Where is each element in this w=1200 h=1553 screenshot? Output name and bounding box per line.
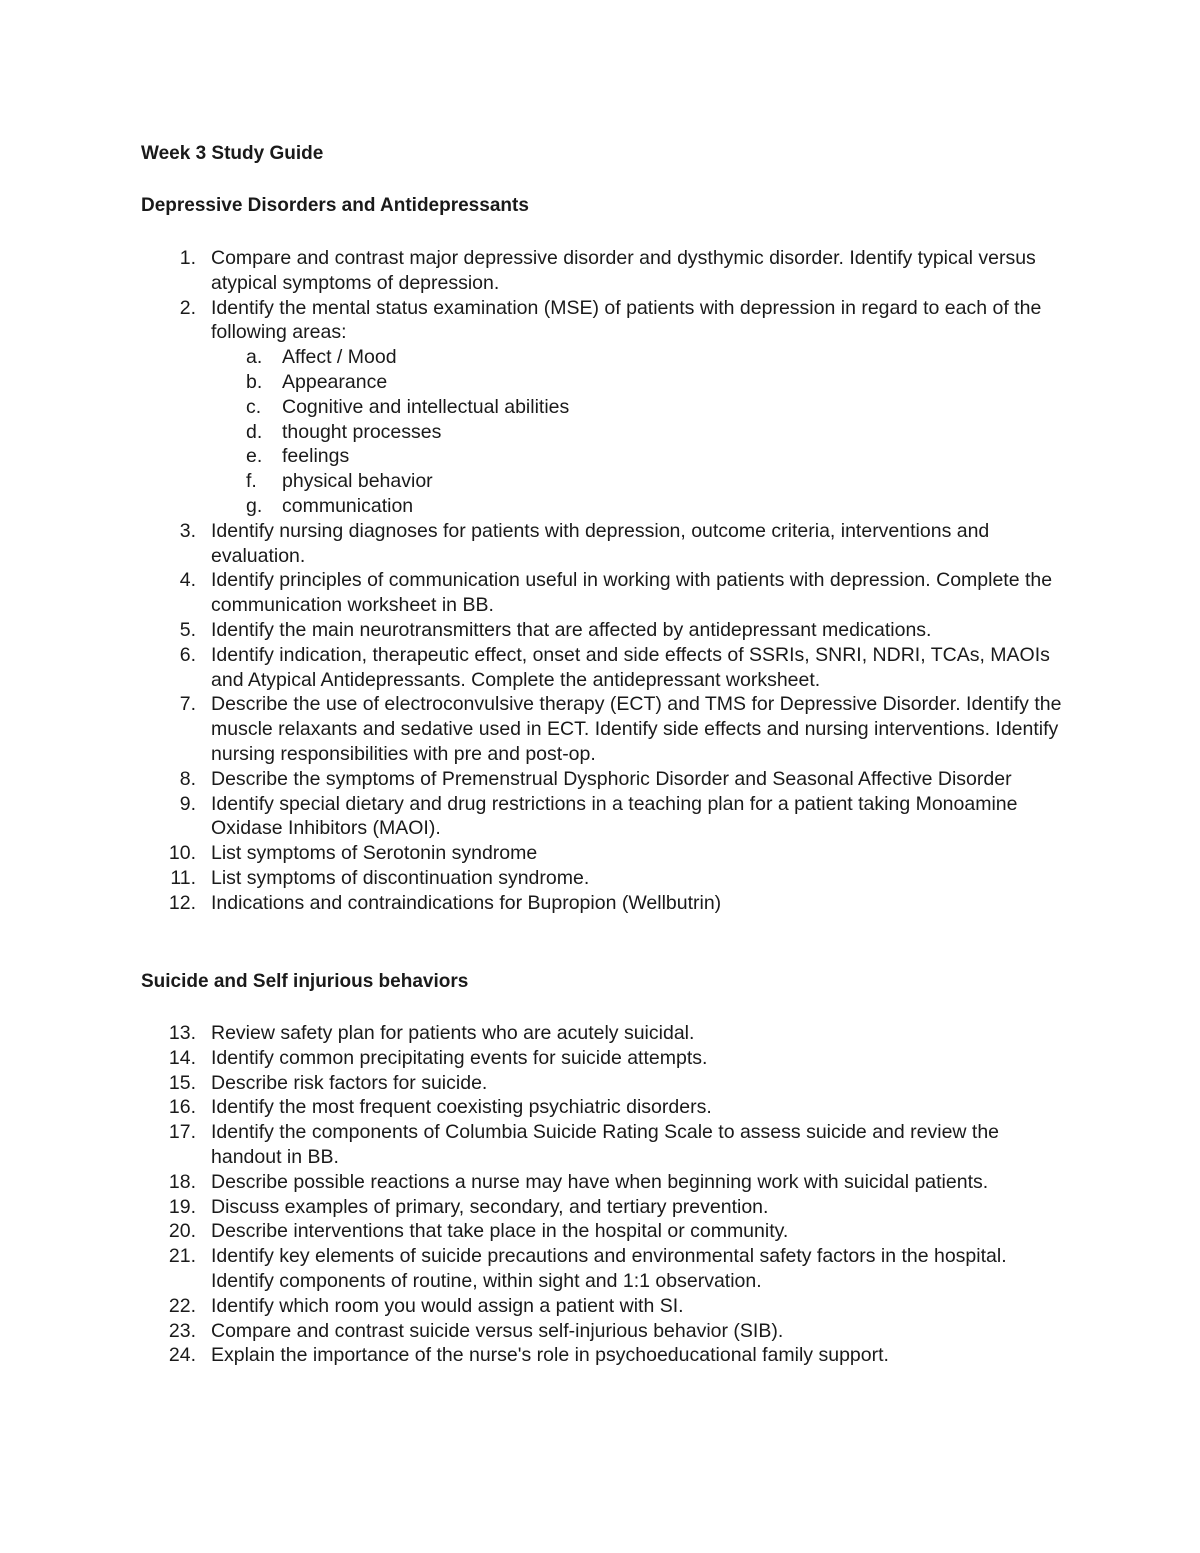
item-text: Discuss examples of primary, secondary, and tertiary prevention. bbox=[211, 1195, 769, 1218]
item-text: Identify the components of Columbia Suicide Rating Scale to assess suicide and review the handout in BB. bbox=[211, 1121, 1000, 1168]
list-item bbox=[0, 1244, 1200, 1294]
item-number: 11. bbox=[170, 866, 196, 889]
sub-item-text: Affect / Mood bbox=[282, 346, 397, 369]
sub-item-text: communication bbox=[282, 494, 414, 517]
list-item bbox=[0, 866, 1200, 891]
sub-list-item bbox=[0, 420, 1200, 445]
item-text: Compare and contrast major depressive disorder and dysthymic disorder. Identify typical versus atypical symptoms of depression. bbox=[211, 247, 1036, 294]
sub-item-text: physical behavior bbox=[282, 470, 433, 493]
sub-item-text: thought processes bbox=[282, 420, 442, 443]
document-title: Week 3 Study Guide bbox=[141, 143, 324, 164]
item-number: 18. bbox=[168, 1170, 196, 1193]
section-heading-suicide: Suicide and Self injurious behaviors bbox=[141, 971, 469, 992]
sub-item-letter: c. bbox=[246, 395, 262, 418]
list-item bbox=[0, 296, 1200, 346]
list-item bbox=[0, 767, 1200, 792]
item-number: 8. bbox=[179, 767, 196, 790]
list-item bbox=[0, 1294, 1200, 1319]
sub-list-item bbox=[0, 494, 1200, 519]
item-text: Describe the symptoms of Premenstrual Dysphoric Disorder and Seasonal Affective Disorder bbox=[211, 767, 1012, 790]
item-text: Describe the use of electroconvulsive therapy (ECT) and TMS for Depressive Disorder. Identify the muscle relaxants and sedative used in ECT. Identify side effects and nursing interventions. Identify nursing responsibilities with pre and post-op. bbox=[211, 693, 1062, 765]
sub-item-text: Appearance bbox=[282, 370, 388, 393]
item-number: 5. bbox=[179, 618, 196, 641]
item-text: Review safety plan for patients who are acutely suicidal. bbox=[211, 1022, 695, 1044]
item-number: 4. bbox=[179, 569, 196, 592]
item-text: Identify special dietary and drug restrictions in a teaching plan for a patient taking Monoamine Oxidase Inhibitors (MAOI). bbox=[211, 792, 1018, 840]
list-item bbox=[0, 692, 1200, 766]
item-text: Identify common precipitating events for suicide attempts. bbox=[211, 1046, 708, 1069]
sub-item-letter: e. bbox=[246, 445, 263, 468]
item-text: Identify the mental status examination (MSE) of patients with depression in regard to each of the following areas: bbox=[211, 296, 1042, 344]
sub-item-letter: a. bbox=[246, 346, 263, 369]
sub-item-letter: g. bbox=[246, 494, 263, 517]
list-item bbox=[0, 246, 1200, 296]
item-number: 14. bbox=[168, 1046, 196, 1069]
suicide-list bbox=[0, 1021, 1200, 1368]
item-number: 1. bbox=[179, 247, 196, 269]
item-text: Identify nursing diagnoses for patients with depression, outcome criteria, interventions and evaluation. bbox=[211, 519, 990, 567]
item-text: Indications and contraindications for Bupropion (Wellbutrin) bbox=[211, 891, 722, 914]
item-number: 16. bbox=[168, 1096, 196, 1119]
item-number: 20. bbox=[168, 1220, 196, 1243]
list-item bbox=[0, 1120, 1200, 1170]
list-item bbox=[0, 519, 1200, 569]
item-number: 7. bbox=[179, 693, 196, 716]
item-text: Describe possible reactions a nurse may have when beginning work with suicidal patients. bbox=[211, 1170, 989, 1193]
item-number: 9. bbox=[179, 792, 196, 815]
item-number: 6. bbox=[179, 643, 196, 666]
item-text: Identify which room you would assign a patient with SI. bbox=[211, 1294, 684, 1317]
section-heading-depressive-disorders: Depressive Disorders and Antidepressants bbox=[141, 195, 529, 216]
item-number: 13. bbox=[168, 1022, 196, 1044]
list-item bbox=[0, 841, 1200, 866]
item-number: 24. bbox=[168, 1344, 196, 1367]
item-number: 21. bbox=[168, 1245, 196, 1268]
list-item bbox=[0, 643, 1200, 693]
list-item bbox=[0, 1170, 1200, 1195]
item-text: Explain the importance of the nurse's role in psychoeducational family support. bbox=[211, 1344, 889, 1367]
sub-list-item bbox=[0, 345, 1200, 370]
list-item bbox=[0, 1195, 1200, 1220]
item-number: 19. bbox=[168, 1195, 196, 1218]
list-item bbox=[0, 568, 1200, 618]
item-text: Identify indication, therapeutic effect, onset and side effects of SSRIs, SNRI, NDRI, TCAs, MAOIs and Atypical Antidepressants. Complete the antidepressant worksheet. bbox=[211, 643, 1050, 691]
item-number: 3. bbox=[179, 519, 196, 542]
item-number: 23. bbox=[168, 1319, 196, 1342]
item-number: 2. bbox=[179, 296, 196, 319]
sub-item-letter: b. bbox=[246, 370, 263, 393]
item-text: Identify key elements of suicide precautions and environmental safety factors in the hospital. Identify components of routine, within sight and 1:1 observation. bbox=[211, 1245, 1007, 1292]
list-item bbox=[0, 1219, 1200, 1244]
list-item bbox=[0, 1046, 1200, 1071]
sub-item-letter: d. bbox=[246, 420, 263, 443]
item-number: 17. bbox=[168, 1121, 196, 1144]
list-item bbox=[0, 1343, 1200, 1368]
sub-item-letter: f. bbox=[246, 470, 257, 493]
list-item bbox=[0, 618, 1200, 643]
list-item bbox=[0, 1319, 1200, 1344]
list-item bbox=[0, 792, 1200, 842]
item-text: List symptoms of discontinuation syndrome. bbox=[211, 866, 590, 889]
sub-list-item bbox=[0, 469, 1200, 494]
item-number: 12. bbox=[168, 891, 196, 914]
item-text: Compare and contrast suicide versus self-injurious behavior (SIB). bbox=[211, 1319, 784, 1342]
item-number: 10. bbox=[168, 842, 196, 865]
list-item bbox=[0, 1021, 1200, 1046]
item-text: Describe interventions that take place in the hospital or community. bbox=[211, 1220, 789, 1243]
sub-list-item bbox=[0, 370, 1200, 395]
sub-item-text: Cognitive and intellectual abilities bbox=[282, 395, 570, 418]
list-item bbox=[0, 1071, 1200, 1096]
item-number: 22. bbox=[168, 1294, 196, 1317]
item-number: 15. bbox=[168, 1071, 196, 1094]
item-text: Identify principles of communication useful in working with patients with depression. Complete the communication worksheet in BB. bbox=[211, 569, 1053, 617]
sub-list-item bbox=[0, 395, 1200, 420]
sub-item-text: feelings bbox=[282, 445, 350, 468]
item-text: Identify the main neurotransmitters that are affected by antidepressant medications. bbox=[211, 618, 932, 641]
item-text: Identify the most frequent coexisting psychiatric disorders. bbox=[211, 1096, 712, 1119]
list-item bbox=[0, 1095, 1200, 1120]
depressive-disorders-list bbox=[0, 246, 1200, 916]
sub-list-item bbox=[0, 444, 1200, 469]
list-item bbox=[0, 891, 1200, 916]
item-text: List symptoms of Serotonin syndrome bbox=[211, 842, 538, 865]
item-text: Describe risk factors for suicide. bbox=[211, 1071, 488, 1094]
